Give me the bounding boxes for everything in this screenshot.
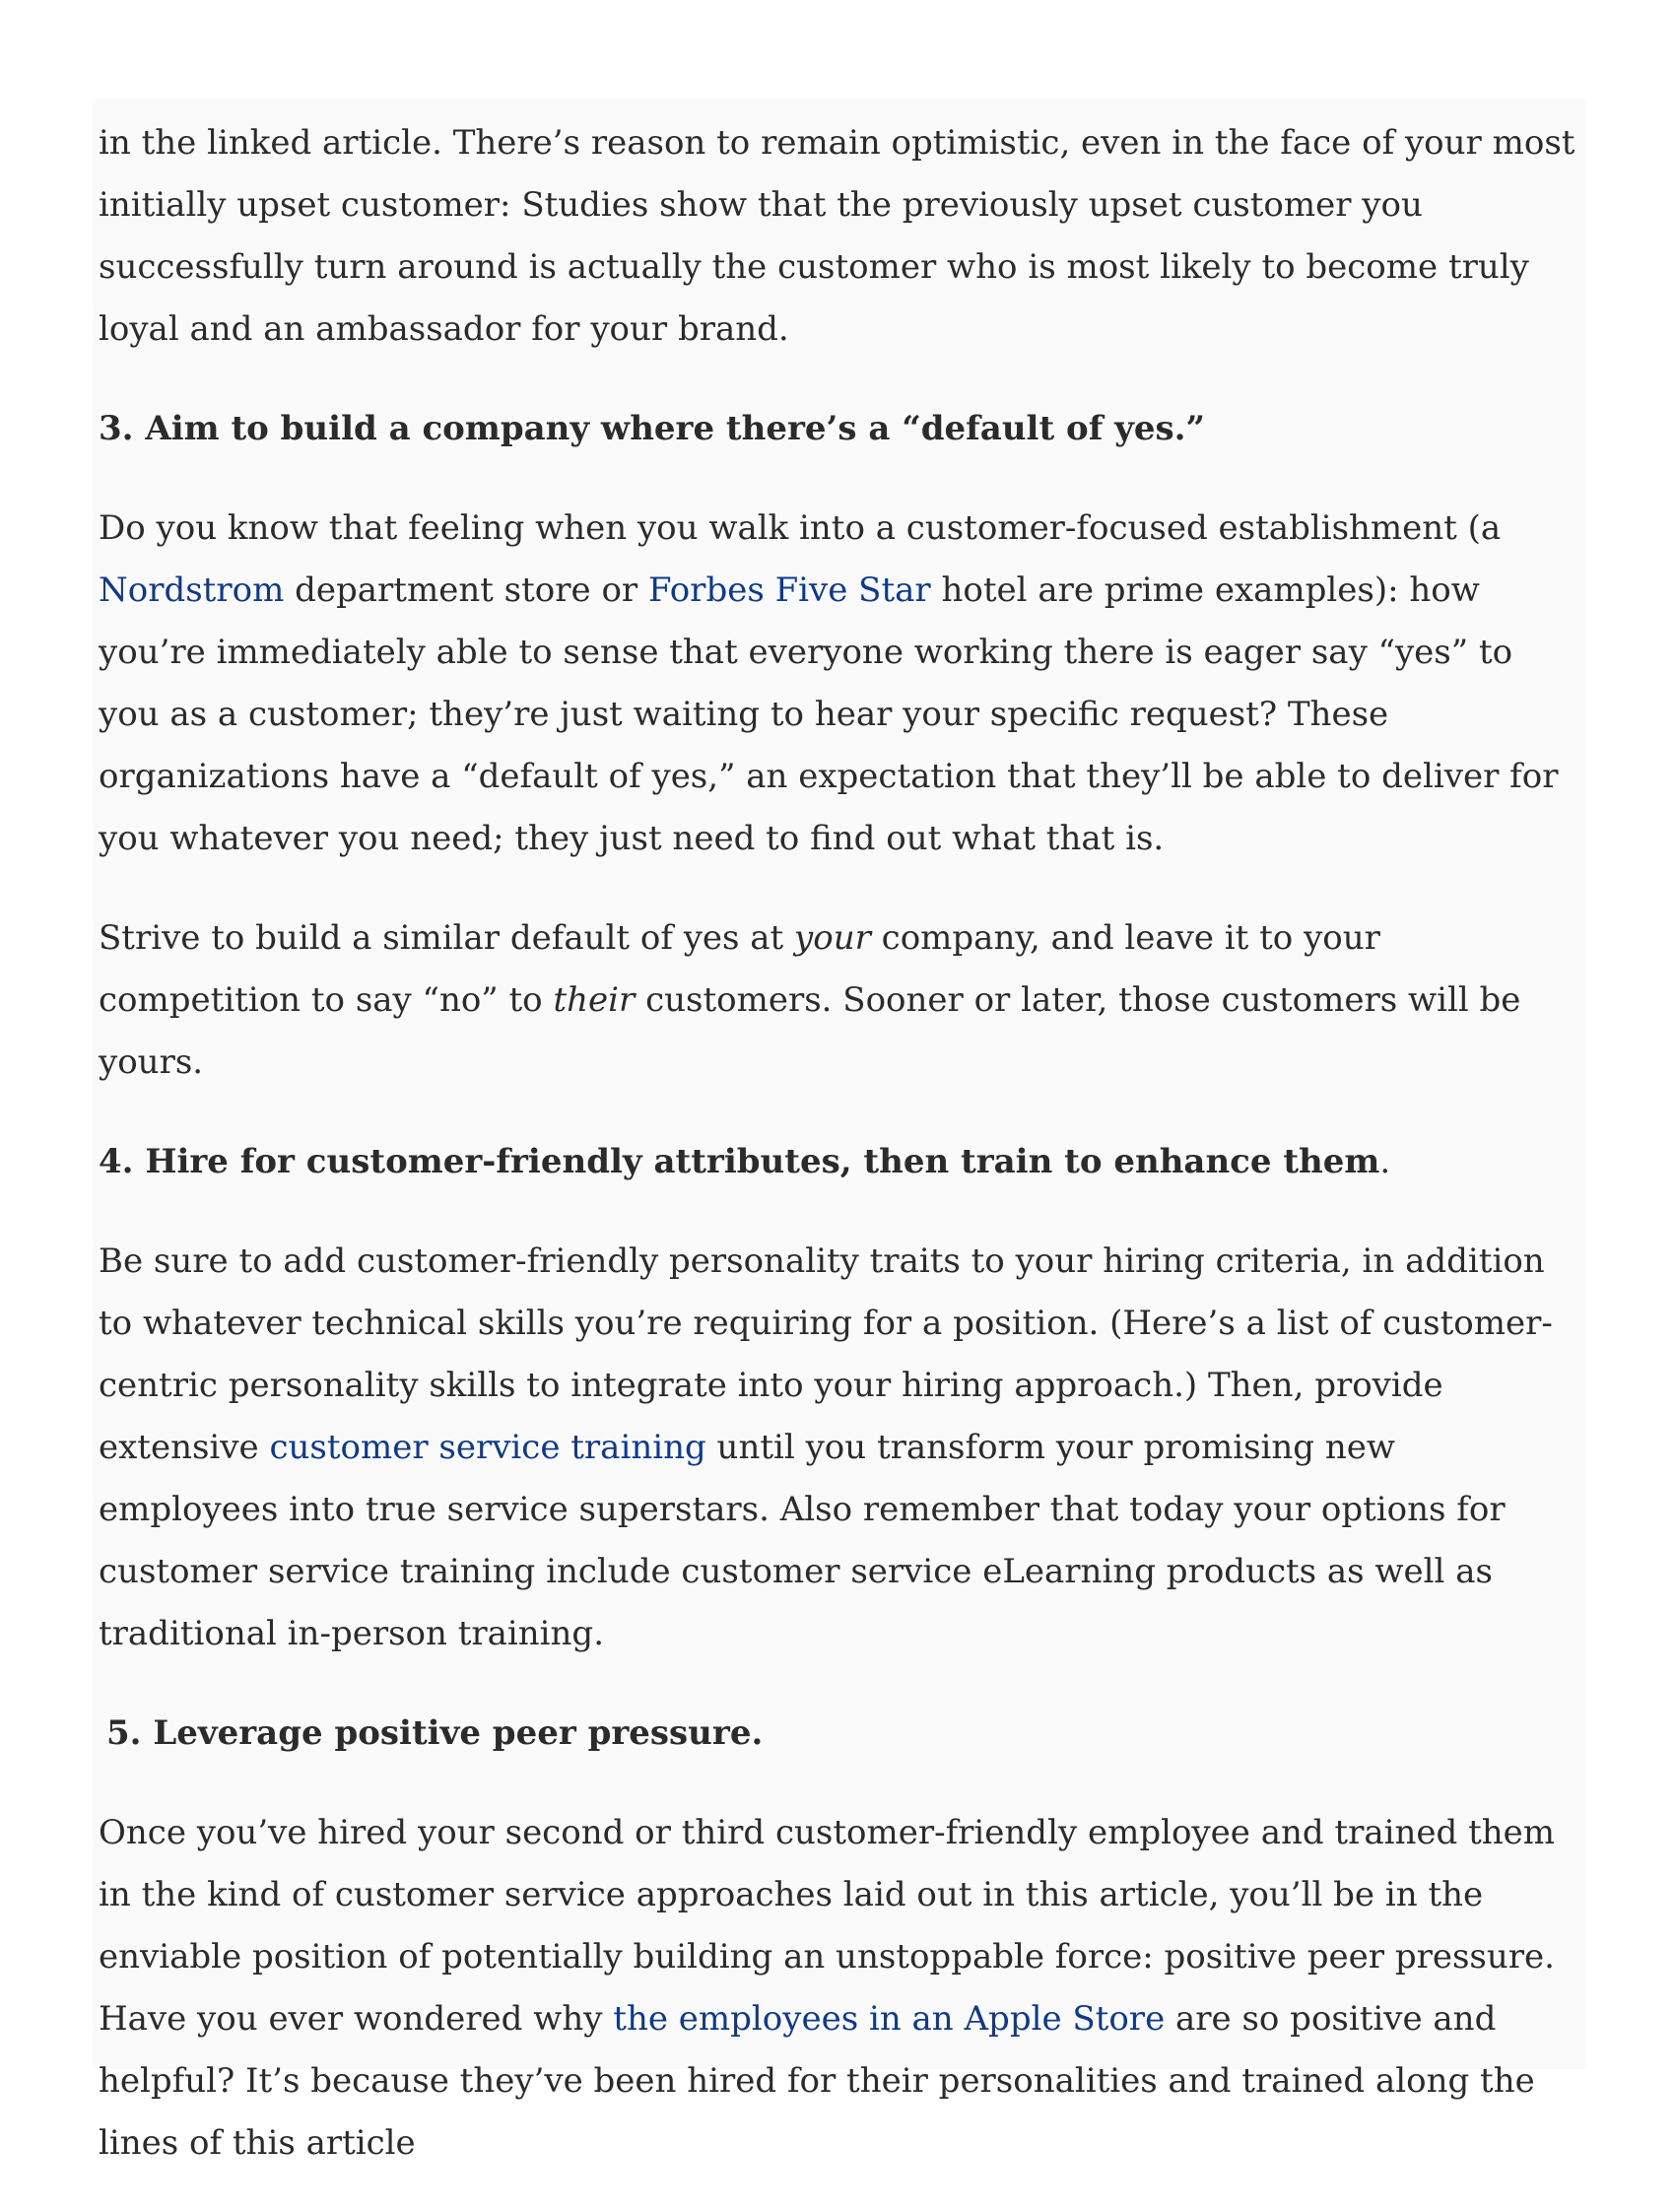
heading-hire-text: 4. Hire for customer-friendly attributes, then train to enhance them <box>99 1142 1380 1181</box>
paragraph-peer-pressure <box>99 1802 1576 2175</box>
paragraph-optimism <box>99 112 1576 361</box>
paragraph-text: customers. Sooner or later, those customers will be yours. <box>99 980 1521 1082</box>
paragraph-text: Do you know that feeling when you walk into a customer-focused establishment (a <box>99 508 1502 548</box>
paragraph-text: company, and leave it to your competition to say “no” to <box>99 918 1380 1020</box>
paragraph-text: Be sure to add customer-friendly personality traits to your hiring criteria, in addition to whatever technical skills you’re requiring for a position. (Here’s a list of customer-centric personality skills to integrate into your hiring approach.) Then, provide extensive <box>99 1241 1553 1467</box>
heading-peer-pressure: 5. Leverage positive peer pressure. <box>106 1713 764 1753</box>
paragraph-text: are so positive and helpful? It’s because they’ve been hired for their personalities and trained along the lines of this article <box>99 1999 1535 2163</box>
paragraph-text: Strive to build a similar default of yes at <box>99 918 795 958</box>
article-body <box>99 112 1576 2212</box>
paragraph-text: hotel are prime examples): how you’re immediately able to sense that everyone working there is eager say “yes” to you as a customer; they’re just waiting to hear your specific request? These organizations have a “default of yes,” an expectation that they’ll be able to deliver for you whatever you need; they just need to find out what that is. <box>99 570 1559 858</box>
paragraph-strive <box>99 907 1576 1094</box>
paragraph-text: department store or <box>284 570 648 610</box>
paragraph-text: until you transform your promising new employees into true service superstars. Also remember that today your options for customer service training include customer service eLearning products as well as traditional in-person training. <box>99 1428 1506 1653</box>
emphasis-their: their <box>553 980 636 1020</box>
nordstrom-link[interactable]: Nordstrom <box>99 570 285 610</box>
heading-default-of-yes: 3. Aim to build a company where there’s a “default of yes.” <box>99 409 1206 448</box>
paragraph-text: Once you’ve hired your second or third customer-friendly employee and trained them in the kind of customer service approaches laid out in this article, you’ll be in the enviable position of potentially building an unstoppable force: positive peer pressure. Have you ever wondered why <box>99 1813 1556 2039</box>
heading-hire <box>99 1131 1576 1193</box>
customer-service-training-link[interactable]: customer service training <box>269 1428 706 1467</box>
emphasis-your: your <box>794 918 871 958</box>
paragraph-optimism-text: in the linked article. There’s reason to remain optimistic, even in the face of your most initially upset customer: Studies show that the previously upset customer you successfully turn around is actually the customer who is most likely to become truly loyal and an ambassador for your brand. <box>99 123 1575 349</box>
forbes-five-star-link[interactable]: Forbes Five Star <box>647 570 931 610</box>
paragraph-default-of-yes <box>99 498 1576 870</box>
paragraph-hire <box>99 1231 1576 1665</box>
apple-store-link[interactable]: the employees in an Apple Store <box>613 1999 1166 2039</box>
heading-hire-trail: . <box>1379 1142 1391 1181</box>
